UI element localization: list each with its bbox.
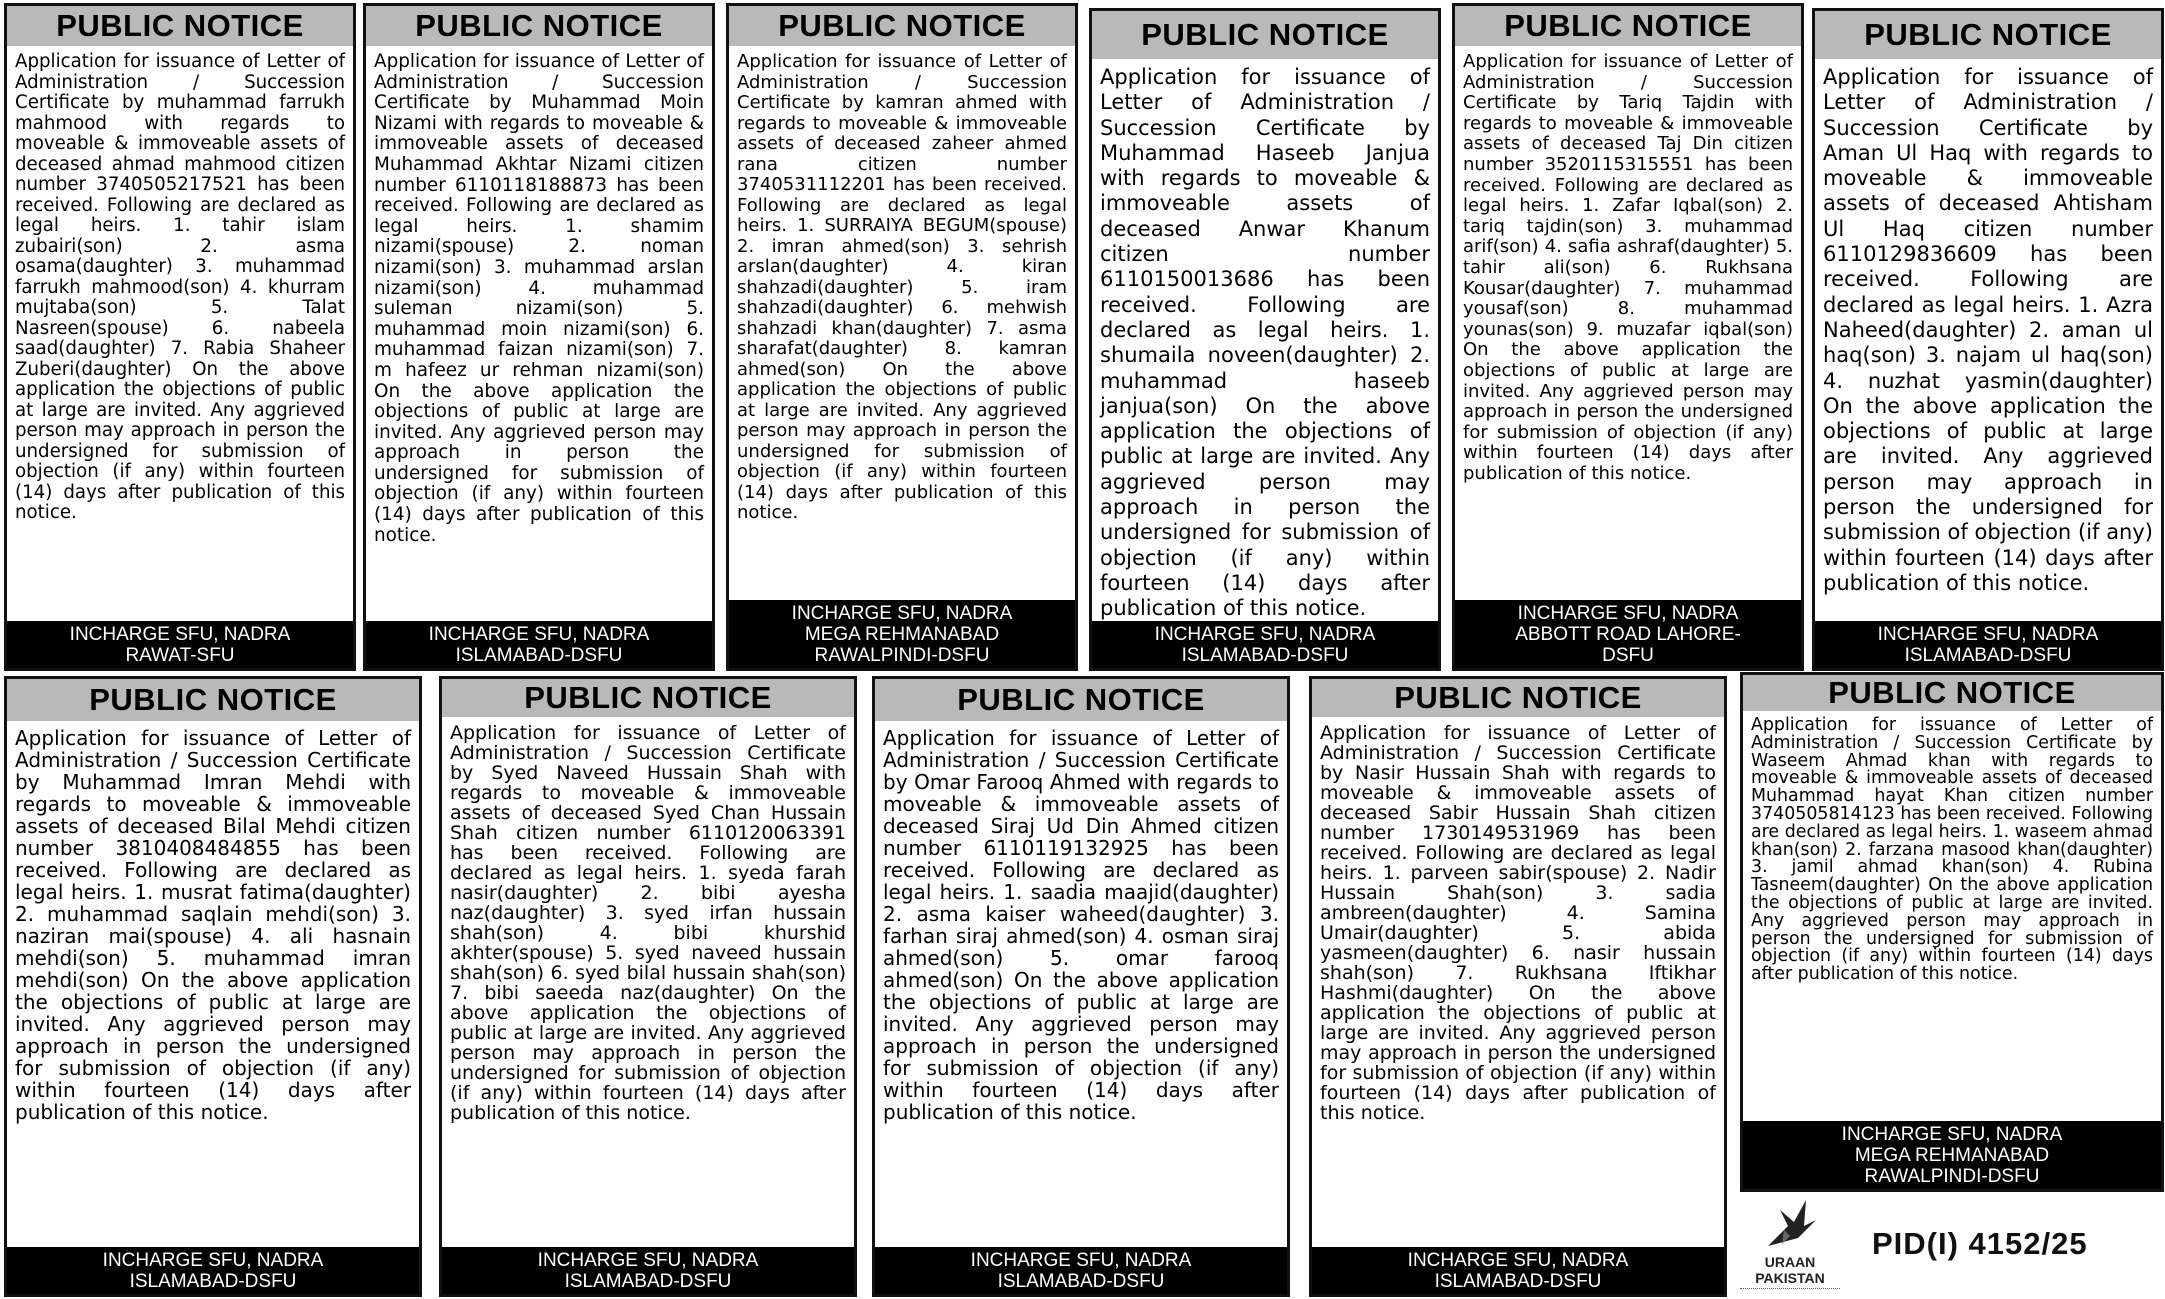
public-notice-1 [4, 3, 356, 671]
notice-heading: PUBLIC NOTICE [875, 679, 1287, 721]
notice-body: Application for issuance of Letter of Administration / Succession Certificate by Waseem Ahmad khan with regards to moveable & immoveable assets of deceased Muhammad hayat Khan citizen number 3740505814123 has been received. Following are declared as legal heirs. 1. waseem ahmad khan(son) 2. farzana masood khan(daughter) 3. jamil ahmad khan(son) 4. Rubina Tasneem(daughter) On the above application the objections of public at large are invited. Any aggrieved person may approach in person the undersigned for submission of objection (if any) within fourteen (14) days after publication of this notice. [1751, 715, 2153, 985]
notice-footer [1312, 1247, 1724, 1294]
footer-line: INCHARGE SFU, NADRA [1407, 1250, 1629, 1271]
notice-heading: PUBLIC NOTICE [1815, 11, 2161, 59]
notice-footer [1092, 621, 1438, 668]
logo-line-1: URAAN [1764, 1254, 1816, 1270]
footer-line: RAWAT-SFU [125, 645, 235, 666]
footer-line: INCHARGE SFU, NADRA [428, 624, 650, 645]
footer-line: INCHARGE SFU, NADRA [791, 603, 1013, 624]
notice-body: Application for issuance of Letter of Administration / Succession Certificate by Muhammad Imran Mehdi with regards to moveable & immoveable assets of deceased Bilal Mehdi citizen number 3810408484855 has been received. Following are declared as legal heirs. 1. musrat fatima(daughter) 2. muhammad saqlain mehdi(son) 3. naziran mai(spouse) 4. ali hasnain mehdi(son) 5. muhammad imran mehdi(son) On the above application the objections of public at large are invited. Any aggrieved person may approach in person the undersigned for submission of objection (if any) within fourteen (14) days after publication of this notice. [15, 726, 411, 1124]
pid-number: PID(I) 4152/25 [1872, 1226, 2088, 1261]
public-notice-3 [726, 3, 1078, 671]
notice-footer [7, 1247, 419, 1294]
notice-heading: PUBLIC NOTICE [442, 679, 854, 717]
logo-line-2: PAKISTAN [1755, 1270, 1825, 1286]
notice-footer [7, 621, 353, 668]
footer-line: ISLAMABAD-DSFU [997, 1271, 1165, 1292]
footer-line: INCHARGE SFU, NADRA [1517, 603, 1739, 624]
public-notice-11 [1740, 672, 2164, 1192]
notice-heading: PUBLIC NOTICE [729, 6, 1075, 46]
notice-heading: PUBLIC NOTICE [1092, 11, 1438, 59]
bird-icon [1760, 1196, 1820, 1254]
notice-body: Application for issuance of Letter of Administration / Succession Certificate by Omar Farooq Ahmed with regards to moveable & immoveable assets of deceased Siraj Ud Din Ahmed citizen number 6110119132925 has been received. Following are declared as legal heirs. 1. saadia maajid(daughter) 2. asma kaiser waheed(daughter) 3. farhan siraj ahmed(son) 4. osman siraj ahmed(son) 5. omar farooq ahmed(son) On the above application the objections of public at large are invited. Any aggrieved person may approach in person the undersigned for submission of objection (if any) within fourteen (14) days after publication of this notice. [883, 726, 1279, 1124]
notice-footer [1743, 1121, 2161, 1189]
footer-line: INCHARGE SFU, NADRA [1154, 624, 1376, 645]
footer-line: ISLAMABAD-DSFU [1904, 645, 2072, 666]
notice-body: Application for issuance of Letter of Administration / Succession Certificate by Aman Ul Haq with regards to moveable & immoveable assets of deceased Ahtisham Ul Haq citizen number 6110129836609 has been received. Following are declared as legal heirs. 1. Azra Naheed(daughter) 2. aman ul haq(son) 3. najam ul haq(son) 4. nuzhat yasmin(daughter) On the above application the objections of public at large are invited. Any aggrieved person may approach in person the undersigned for submission of objection (if any) within fourteen (14) days after publication of this notice. [1823, 65, 2153, 595]
footer-line: INCHARGE SFU, NADRA [970, 1250, 1192, 1271]
public-notice-2 [363, 3, 715, 671]
footer-line: INCHARGE SFU, NADRA [537, 1250, 759, 1271]
footer-line: INCHARGE SFU, NADRA [1877, 624, 2099, 645]
public-notice-6 [1812, 8, 2164, 671]
notice-body: Application for issuance of Letter of Administration / Succession Certificate by Syed Naveed Hussain Shah with regards to moveable & immoveable assets of deceased Syed Chan Hussain Shah citizen number 6110120063391 has been received. Following are declared as legal heirs. 1. syeda farah nasir(daughter) 2. bibi ayesha naz(daughter) 3. syed irfan hussain shah(son) 4. bibi khurshid akhter(spouse) 5. syed naveed hussain shah(son) 6. syed bilal hussain shah(son) 7. bibi saeeda naz(daughter) On the above application the objections of public at large are invited. Any aggrieved person may approach in person the undersigned for submission of objection (if any) within fourteen (14) days after publication of this notice. [450, 722, 846, 1124]
footer-line: RAWALPINDI-DSFU [1864, 1166, 2040, 1187]
public-notice-8 [439, 676, 857, 1297]
notice-body: Application for issuance of Letter of Administration / Succession Certificate by Tariq Tajdin with regards to moveable & immoveable assets of deceased Taj Din citizen number 3520115315551 has been received. Following are declared as legal heirs. 1. Zafar Iqbal(son) 2. tariq tajdin(son) 3. muhammad arif(son) 4. safia ashraf(daughter) 5. tahir ali(son) 6. Rukhsana Kousar(daughter) 7. muhammad yousaf(son) 8. muhammad younas(son) 9. muzafar iqbal(son) On the above application the objections of public at large are invited. Any aggrieved person may approach in person the undersigned for submission of objection (if any) within fourteen (14) days after publication of this notice. [1463, 51, 1793, 484]
public-notice-10 [1309, 676, 1727, 1297]
notice-footer [442, 1247, 854, 1294]
footer-line: ISLAMABAD-DSFU [1181, 645, 1349, 666]
public-notice-9 [872, 676, 1290, 1297]
notice-body: Application for issuance of Letter of Administration / Succession Certificate by kamran ahmed with regards to moveable & immoveable assets of deceased zaheer ahmed rana citizen number 3740531112201 has been received. Following are declared as legal heirs. 1. SURRAIYA BEGUM(spouse) 2. imran ahmed(son) 3. sehrish arslan(daughter) 4. kiran shahzadi(daughter) 5. iram shahzadi(daughter) 6. mehwish shahzadi khan(daughter) 7. asma sharafat(daughter) 8. kamran ahmed(son) On the above application the objections of public at large are invited. Any aggrieved person may approach in person the undersigned for submission of objection (if any) within fourteen (14) days after publication of this notice. [737, 51, 1067, 523]
notice-footer [875, 1247, 1287, 1294]
notice-body: Application for issuance of Letter of Administration / Succession Certificate by Muhammad Haseeb Janjua with regards to moveable & immoveable assets of deceased Anwar Khanum citizen number 6110150013686 has been received. Following are declared as legal heirs. 1. shumaila noveen(daughter) 2. muhammad haseeb janjua(son) On the above application the objections of public at large are invited. Any aggrieved person may approach in person the undersigned for submission of objection (if any) within fourteen (14) days after publication of this notice. [1100, 65, 1430, 621]
notice-heading: PUBLIC NOTICE [1312, 679, 1724, 717]
footer-line: ISLAMABAD-DSFU [129, 1271, 297, 1292]
footer-line: ISLAMABAD-DSFU [455, 645, 623, 666]
public-notice-4 [1089, 8, 1441, 671]
logo-tagline [1740, 1288, 1840, 1293]
footer-line: ISLAMABAD-DSFU [564, 1271, 732, 1292]
public-notice-5 [1452, 3, 1804, 671]
notice-footer [366, 621, 712, 668]
footer-line: DSFU [1602, 645, 1654, 666]
publisher-info [1740, 1196, 2165, 1296]
notice-heading: PUBLIC NOTICE [1743, 675, 2161, 711]
notice-body: Application for issuance of Letter of Administration / Succession Certificate by muhammad farrukh mahmood with regards to moveable & immoveable assets of deceased ahmad mahmood citizen number 3740505217521 has been received. Following are declared as legal heirs. 1. tahir islam zubairi(son) 2. asma osama(daughter) 3. muhammad farrukh mahmood(son) 4. khurram mujtaba(son) 5. Talat Nasreen(spouse) 6. nabeela saad(daughter) 7. Rabia Shaheer Zuberi(daughter) On the above application the objections of public at large are invited. Any aggrieved person may approach in person the undersigned for submission of objection (if any) within fourteen (14) days after publication of this notice. [15, 51, 345, 523]
footer-line: INCHARGE SFU, NADRA [69, 624, 291, 645]
notice-footer [1815, 621, 2161, 668]
notice-footer [729, 600, 1075, 668]
notice-heading: PUBLIC NOTICE [1455, 6, 1801, 46]
public-notice-7 [4, 676, 422, 1297]
notice-body: Application for issuance of Letter of Administration / Succession Certificate by Nasir Hussain Shah with regards to moveable & immoveable assets of deceased Sabir Hussain Shah citizen number 1730149531969 has been received. Following are declared as legal heirs. 1. parveen sabir(spouse) 2. Nadir Hussain Shah(son) 3. sadia ambreen(daughter) 4. Samina Umair(daughter) 5. abida yasmeen(daughter) 6. nasir hussain shah(son) 7. Rukhsana Iftikhar Hashmi(daughter) On the above application the objections of public at large are invited. Any aggrieved person may approach in person the undersigned for submission of objection (if any) within fourteen (14) days after publication of this notice. [1320, 722, 1716, 1124]
footer-line: INCHARGE SFU, NADRA [1841, 1124, 2063, 1145]
notice-heading: PUBLIC NOTICE [7, 6, 353, 46]
footer-line: MEGA REHMANABAD [804, 624, 1000, 645]
footer-line: INCHARGE SFU, NADRA [102, 1250, 324, 1271]
notice-heading: PUBLIC NOTICE [7, 679, 419, 721]
footer-line: ABBOTT ROAD LAHORE- [1515, 624, 1741, 645]
footer-line: MEGA REHMANABAD [1854, 1145, 2050, 1166]
notice-footer [1455, 600, 1801, 668]
notice-body: Application for issuance of Letter of Administration / Succession Certificate by Muhammad Moin Nizami with regards to moveable & immoveable assets of deceased Muhammad Akhtar Nizami citizen number 6110118188873 has been received. Following are declared as legal heirs. 1. shamim nizami(spouse) 2. noman nizami(son) 3. muhammad arslan nizami(son) 4. muhammad suleman nizami(son) 5. muhammad moin nizami(son) 6. muhammad faizan nizami(son) 7. m hafeez ur rehman nizami(son) On the above application the objections of public at large are invited. Any aggrieved person may approach in person the undersigned for submission of objection (if any) within fourteen (14) days after publication of this notice. [374, 51, 704, 546]
uraan-pakistan-logo [1740, 1196, 1850, 1296]
footer-line: RAWALPINDI-DSFU [814, 645, 990, 666]
footer-line: ISLAMABAD-DSFU [1434, 1271, 1602, 1292]
notice-heading: PUBLIC NOTICE [366, 6, 712, 46]
